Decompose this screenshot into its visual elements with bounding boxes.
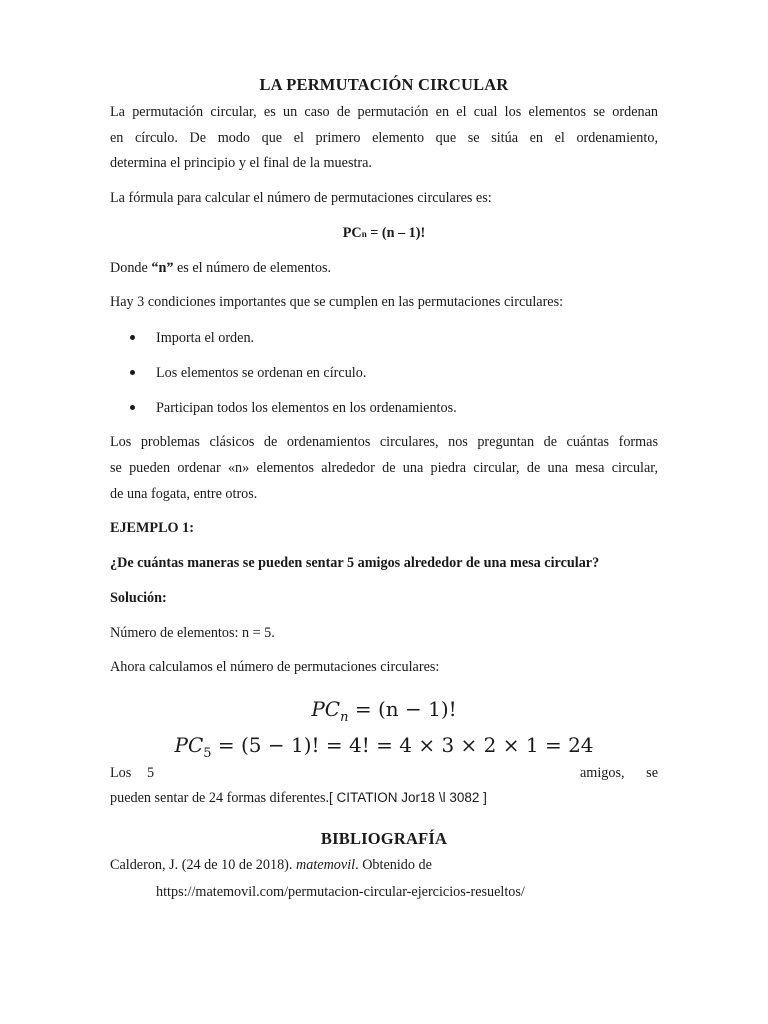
list-item-text: Importa el orden.	[156, 330, 255, 346]
intro-paragraph-line-2: en círculo. De modo que el primero elemento que se sitúa en el ordenamiento,	[110, 130, 658, 146]
math-formula-evaluated	[110, 733, 658, 761]
num-elements-line: Número de elementos: n = 5.	[110, 625, 275, 641]
intro-paragraph-line-3: determina el principio y el final de la muestra.	[110, 155, 372, 171]
document-page	[110, 0, 658, 1024]
math-rest: = (n − 1)!	[348, 697, 457, 721]
donde-suffix: es el número de elementos.	[173, 260, 332, 276]
math-rest: = (5 − 1)! = 4! = 4 × 3 × 2 × 1 = 24	[211, 733, 594, 757]
list-item	[130, 400, 457, 417]
math-formula-general	[110, 697, 658, 725]
donde-n: “n”	[151, 260, 174, 276]
example-question: ¿De cuántas maneras se pueden sentar 5 amigos alrededor de una mesa circular?	[110, 555, 600, 571]
problems-paragraph-line-2: se pueden ordenar «n» elementos alrededor de una piedra circular, de una mesa circular,	[110, 460, 658, 476]
problems-paragraph-line-3: de una fogata, entre otros.	[110, 486, 258, 502]
intro-paragraph-line-1: La permutación circular, es un caso de permutación en el cual los elementos se ordenan	[110, 104, 658, 120]
bibliography-url[interactable]: https://matemovil.com/permutacion-circular-ejercicios-resueltos/	[156, 884, 525, 900]
result-word: se	[646, 765, 658, 781]
list-item	[130, 330, 255, 347]
math-subscript: 5	[203, 746, 212, 761]
list-item-text: Participan todos los elementos en los ordenamientos.	[156, 400, 457, 416]
result-line-2	[110, 790, 487, 807]
formula-pc: PC	[342, 225, 362, 241]
result-line-1	[110, 765, 658, 785]
formula-rest: = (n – 1)!	[366, 225, 426, 241]
list-item	[130, 365, 367, 382]
donde-prefix: Donde	[110, 260, 152, 276]
bib-suffix: . Obtenido de	[355, 857, 432, 873]
bibliography-heading: BIBLIOGRAFÍA	[320, 829, 448, 848]
list-item-text: Los elementos se ordenan en círculo.	[156, 365, 367, 381]
citation-field: [ CITATION Jor18 \l 3082 ]	[329, 790, 487, 805]
result-word: amigos,	[580, 765, 625, 781]
formula-line	[110, 225, 658, 242]
formula-intro: La fórmula para calcular el número de permutaciones circulares es:	[110, 190, 492, 206]
solution-heading: Solución:	[110, 590, 167, 606]
bullet-icon	[130, 370, 135, 375]
math-subscript: n	[340, 710, 349, 725]
bib-source: matemovil	[295, 857, 356, 873]
bullet-icon	[130, 405, 135, 410]
result-word: Los	[110, 765, 132, 781]
bib-author: Calderon, J. (24 de 10 de 2018).	[110, 857, 296, 873]
formula-subscript: n	[361, 229, 367, 239]
bullet-icon	[130, 335, 135, 340]
bibliography-entry	[110, 857, 432, 874]
example-heading: EJEMPLO 1:	[110, 520, 194, 536]
math-pc: PC	[174, 733, 204, 757]
conditions-intro: Hay 3 condiciones importantes que se cumplen en las permutaciones circulares:	[110, 294, 564, 310]
page-title: LA PERMUTACIÓN CIRCULAR	[259, 75, 509, 94]
problems-paragraph-line-1: Los problemas clásicos de ordenamientos circulares, nos preguntan de cuántas formas	[110, 434, 658, 450]
result-word: 5	[147, 765, 155, 781]
result-text: pueden sentar de 24 formas diferentes.	[110, 790, 330, 806]
math-pc: PC	[311, 697, 341, 721]
donde-line	[110, 260, 331, 277]
calc-intro: Ahora calculamos el número de permutaciones circulares:	[110, 659, 440, 675]
